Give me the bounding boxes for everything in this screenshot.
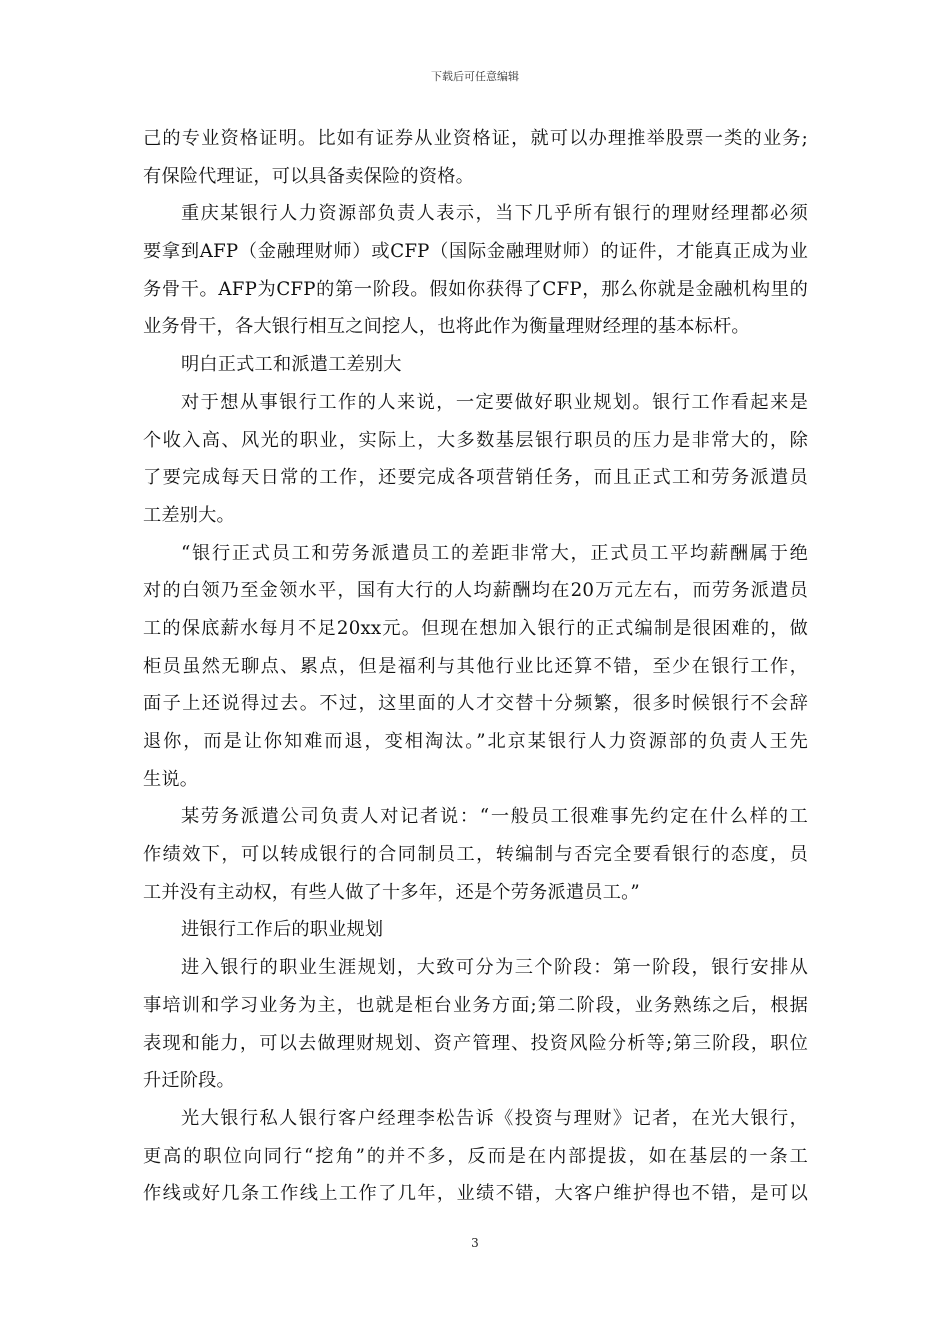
text-line: 柜员虽然无聊点、累点，但是福利与其他行业比还算不错，至少在银行工作，	[143, 655, 808, 677]
text-line: 作线或好几条工作线上工作了几年，业绩不错，大客户维护得也不错，是可以	[143, 1183, 808, 1205]
text-line: 某劳务派遣公司负责人对记者说：“一般员工很难事先约定在什么样的工	[181, 806, 808, 828]
text-line: 生说。	[143, 768, 199, 790]
text-line: 升迁阶段。	[143, 1070, 235, 1092]
text-line: 要拿到AFP（金融理财师）或CFP（国际金融理财师）的证件，才能真正成为业	[143, 241, 808, 263]
text-line: 作绩效下，可以转成银行的合同制员工，转编制与否完全要看银行的态度，员	[143, 844, 808, 866]
text-line: 工的保底薪水每月不足20xx元。但现在想加入银行的正式编制是很困难的，做	[143, 617, 808, 639]
text-line: 光大银行私人银行客户经理李松告诉《投资与理财》记者，在光大银行，	[181, 1107, 808, 1129]
text-line: 明白正式工和派遣工差别大	[181, 354, 402, 376]
text-line: 了要完成每天日常的工作，还要完成各项营销任务，而且正式工和劳务派遣员	[143, 467, 808, 489]
text-line: 对的白领乃至金领水平，国有大行的人均薪酬均在20万元左右，而劳务派遣员	[143, 580, 808, 602]
text-line: 退你，而是让你知难而退，变相淘汰。”北京某银行人力资源部的负责人王先	[143, 731, 808, 752]
page-number: 3	[471, 1236, 479, 1250]
text-line: 己的专业资格证明。比如有证券从业资格证，就可以办理推举股票一类的业务;	[143, 128, 808, 149]
text-line: 工差别大。	[143, 504, 235, 526]
text-line: “银行正式员工和劳务派遣员工的差距非常大，正式员工平均薪酬属于绝	[181, 542, 808, 564]
text-line: 进入银行的职业生涯规划，大致可分为三个阶段：第一阶段，银行安排从	[181, 957, 808, 979]
text-line: 表现和能力，可以去做理财规划、资产管理、投资风险分析等;第三阶段，职位	[143, 1032, 808, 1054]
text-line: 工并没有主动权，有些人做了十多年，还是个劳务派遣员工。”	[143, 881, 640, 903]
text-line: 重庆某银行人力资源部负责人表示，当下几乎所有银行的理财经理都必须	[181, 203, 808, 225]
text-line: 进银行工作后的职业规划	[181, 919, 384, 941]
text-line: 务骨干。AFP为CFP的第一阶段。假如你获得了CFP，那么你就是金融机构里的	[143, 278, 808, 300]
text-line: 事培训和学习业务为主，也就是柜台业务方面;第二阶段，业务熟练之后，根据	[143, 994, 808, 1016]
page-header: 下载后可任意编辑	[431, 70, 519, 83]
text-line: 更高的职位向同行“挖角”的并不多，反而是在内部提拔，如在基层的一条工	[143, 1145, 808, 1167]
text-line: 对于想从事银行工作的人来说，一定要做好职业规划。银行工作看起来是	[181, 391, 808, 413]
text-line: 个收入高、风光的职业，实际上，大多数基层银行职员的压力是非常大的，除	[143, 429, 808, 451]
text-line: 有保险代理证，可以具备卖保险的资格。	[143, 165, 474, 187]
text-line: 面子上还说得过去。不过，这里面的人才交替十分频繁，很多时候银行不会辞	[143, 693, 808, 715]
text-line: 业务骨干，各大银行相互之间挖人，也将此作为衡量理财经理的基本标杆。	[143, 316, 750, 338]
document-body	[143, 124, 808, 1217]
